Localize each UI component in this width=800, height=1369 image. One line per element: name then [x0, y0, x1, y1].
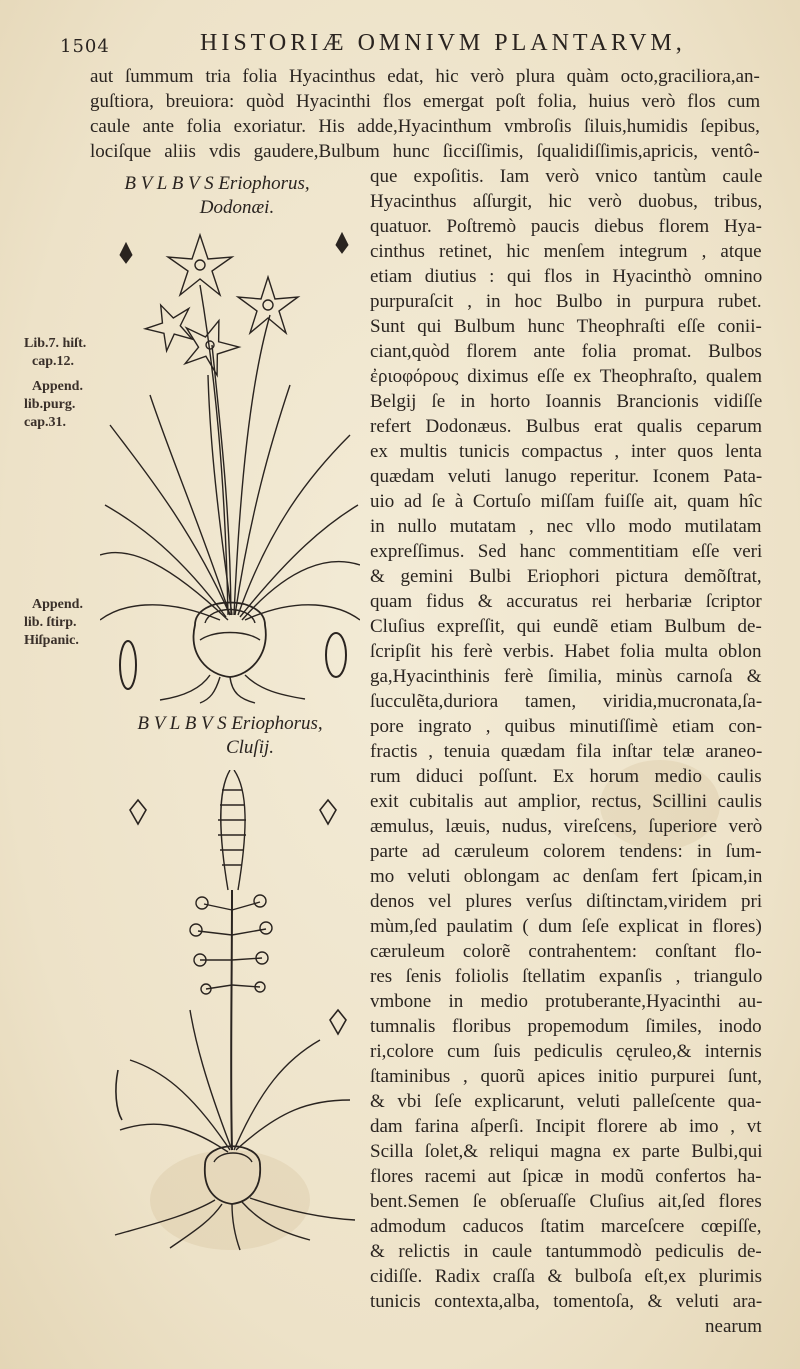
- page-number: 1504: [60, 36, 110, 57]
- text-line: pore ingrato , quibus minutiſſimè etiam con-: [370, 716, 763, 737]
- text-line: & relictis in caule tantummodò pediculis de-: [370, 1241, 762, 1262]
- text-line: mùm,ſed paulatim ( dum ſeſe explicat in flores): [370, 916, 762, 937]
- text-line: Belgij ſe in horto Ioannis Brancionis vidiſſe: [370, 391, 763, 412]
- text-line: cinthus retinet, hic menſem integrum , atque: [370, 241, 762, 262]
- text-line: Sunt qui Bulbum hunc Theophraſti eſſe conii-: [370, 316, 762, 337]
- margin-note-line: Append.: [32, 597, 83, 612]
- text-line: quatuor. Poſtremò paucis diebus florem Hya-: [370, 216, 762, 237]
- text-line: ga,Hyacinthinis ferè ſimilia, minùs carnoſa &: [370, 666, 762, 687]
- text-line: uio ad ſe à Cortuſo miſſam fuiſſe ait, quam hîc: [370, 491, 763, 512]
- caption-line: B V L B V S Eriophorus,: [124, 173, 310, 194]
- caption-line: Dodonæi.: [199, 197, 275, 218]
- text-line: cidiſſe. Radix craſſa & bulboſa eſt,ex plurimis: [370, 1266, 763, 1287]
- text-line: guſtiora, breuiora: quòd Hyacinthi flos emergat poſt folia, huius verò flos cum: [90, 91, 761, 112]
- margin-note: [24, 378, 83, 432]
- text-line: ſtaminibus , quorũ apices initio purpurei ſunt,: [370, 1066, 763, 1087]
- text-line: que expoſitis. Iam verò vnico tantùm caule: [370, 166, 763, 187]
- caption-line: B V L B V S Eriophorus,: [137, 713, 323, 734]
- text-line: admodum caducos ſtatim marceſcere cœpiſſe,: [370, 1216, 762, 1237]
- margin-note-line: lib. ſtirp.: [24, 615, 77, 630]
- text-line: purpuraſcit , in hoc Bulbo in purpura rubet.: [370, 291, 762, 312]
- text-line: exit cubitalis aut amplior, rectus, Scillini caulis: [370, 791, 762, 812]
- text-line: quædam veluti lanugo reperitur. Iconem Pata-: [370, 466, 763, 487]
- text-line: flores racemi aut ſpicæ in modũ confertos ha-: [370, 1166, 762, 1187]
- figure-caption: [120, 712, 340, 760]
- text-line: rum diduci poſſunt. Ex horum medio caulis: [370, 766, 762, 787]
- text-line: refert Dodonæus. Bulbus erat qualis ceparum: [370, 416, 763, 437]
- margin-note-line: cap.31.: [24, 415, 66, 430]
- margin-note-line: cap.12.: [32, 354, 74, 369]
- text-line: tumnalis floribus propemodum ſimiles, inodo: [370, 1016, 762, 1037]
- margin-note: [24, 596, 83, 650]
- text-line: quam fidus & accuratus rei herbariæ ſcriptor: [370, 591, 762, 612]
- text-line: Scilla ſolet,& reliqui magna ex parte Bulbi,qui: [370, 1141, 763, 1162]
- text-line: lociſque aliis vdis gaudere,Bulbum hunc ſicciſſimis, ſqualidiſſimis,apricis, ventô-: [90, 141, 760, 162]
- page-header: [60, 30, 750, 64]
- text-line: bent.Semen ſe obſeruaſſe Cluſius ait,ſed flores: [370, 1191, 762, 1212]
- text-line: ſucculẽta,duriora tamen, viridia,mucronata,ſa-: [370, 691, 763, 712]
- bulbus-clusii-illustration: [110, 770, 360, 1255]
- text-line: & vbi ſeſe explicarunt, veluti palleſcente qua-: [370, 1091, 762, 1112]
- bulbus-dodonaei-illustration: [100, 225, 360, 705]
- text-line: vmbone in medio protuberante,Hyacinthi au-: [370, 991, 763, 1012]
- text-line: mo veluti oblongam ac denſam fert ſpicam,in: [370, 866, 763, 887]
- text-line: in nullo mutatam , nec vllo modo mutilatam: [370, 516, 762, 537]
- margin-note-line: lib.purg.: [24, 397, 76, 412]
- figure-caption: [112, 172, 322, 220]
- text-line: res ſenis foliolis ſtellatim expanſis , triangulo: [370, 966, 763, 987]
- text-line: ex multis tunicis compactus , inter quos lenta: [370, 441, 762, 462]
- caption-line: Cluſij.: [225, 737, 275, 758]
- text-line: aut ſummum tria folia Hyacinthus edat, hic verò plura quàm octo,graciliora,an-: [90, 66, 760, 87]
- margin-note-line: Hiſpanic.: [24, 633, 79, 648]
- text-line: denos vel plures verſus diſtinctam,viridem pri: [370, 891, 763, 912]
- text-line: parte ad cæruleum colorem tendens: in ſum-: [370, 841, 762, 862]
- text-line: Hyacinthus aſſurgit, hic verò duobus, tribus,: [370, 191, 763, 212]
- margin-note-line: Append.: [32, 379, 83, 394]
- text-line: etiam diutius : qui flos in Hyacinthò omnino: [370, 266, 763, 287]
- text-line: cæruleum colorẽ contrahentem: conſtant flo-: [370, 941, 762, 962]
- margin-note: [24, 335, 86, 371]
- text-line: ἐριοφόρους diximus eſſe ex Theophraſto, qualem: [370, 366, 762, 387]
- text-line: expreſſimus. Sed hanc commentitiam eſſe veri: [370, 541, 763, 562]
- text-line: ciant,quòd florem ante folia promat. Bulbos: [370, 341, 762, 362]
- text-line: & gemini Bulbi Eriophori pictura demõſtrat,: [370, 566, 762, 587]
- text-line: caule ante folia exoriatur. His adde,Hyacinthum vmbroſis ſiluis,humidis ſepibus,: [90, 116, 760, 137]
- text-line: fractis , tenuia quædam fila inſtar telæ araneo-: [370, 741, 763, 762]
- running-title: HISTORIÆ OMNIVM PLANTARVM,: [200, 30, 686, 56]
- text-line: tunicis contexta,alba, tomentoſa, & veluti ara-: [370, 1291, 763, 1312]
- text-line: ri,colore cum ſuis pediculis cęruleo,& internis: [370, 1041, 762, 1062]
- text-line: Cluſius expreſſit, qui eundẽ etiam Bulbum de-: [370, 616, 762, 637]
- text-line: dam farina aſperſi. Incipit florere ab imo , vt: [370, 1116, 762, 1137]
- text-line: æmulus, læuis, nudus, vireſcens, ſuperiore verò: [370, 816, 763, 837]
- margin-note-line: Lib.7. hiſt.: [24, 336, 87, 351]
- catchword: nearum: [705, 1316, 762, 1337]
- text-line: ſcripſit his ferè verbis. Habet folia multa oblon: [370, 641, 762, 662]
